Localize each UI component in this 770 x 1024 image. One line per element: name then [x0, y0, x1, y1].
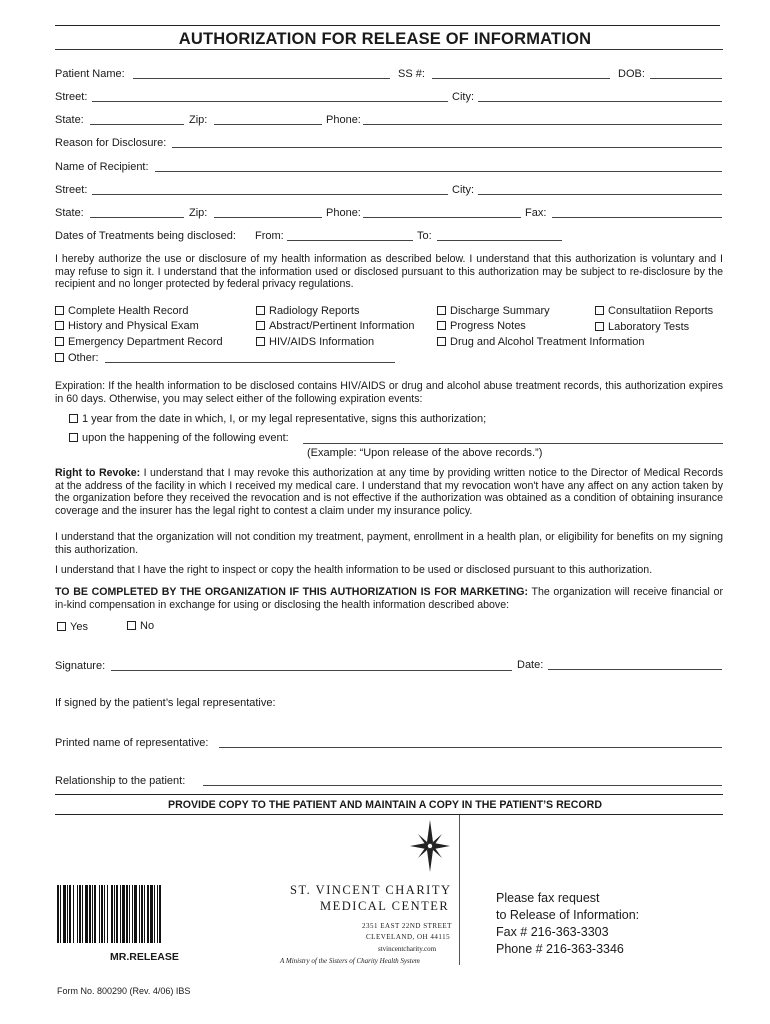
- org-ministry: A Ministry of the Sisters of Charity Health System: [280, 957, 420, 965]
- state-label: State:: [55, 114, 84, 126]
- printed-name-field[interactable]: [219, 747, 722, 748]
- checkbox-label: No: [140, 620, 155, 632]
- top-rule: [55, 25, 720, 26]
- checkbox-square[interactable]: [437, 337, 446, 346]
- legal-rep-label: If signed by the patient’s legal representative:: [55, 697, 276, 709]
- recipient-street-label: Street:: [55, 184, 88, 196]
- checkbox-label: History and Physical Exam: [68, 320, 199, 332]
- checkbox-complete-health-record[interactable]: [55, 305, 188, 318]
- recipient-zip-field[interactable]: [214, 217, 322, 218]
- checkbox-label: Complete Health Record: [68, 305, 189, 317]
- revoke-heading: Right to Revoke:: [55, 467, 141, 479]
- checkbox-label: HIV/AIDS Information: [269, 336, 375, 348]
- relationship-label: Relationship to the patient:: [55, 775, 186, 787]
- checkbox-yes[interactable]: [57, 621, 88, 634]
- recipient-fax-label: Fax:: [525, 207, 547, 219]
- recipient-city-field[interactable]: [478, 194, 722, 195]
- barcode-bar: [159, 885, 161, 943]
- zip-field[interactable]: [214, 124, 322, 125]
- state-field[interactable]: [90, 124, 184, 125]
- fax-note-line1: Please fax request: [496, 891, 600, 905]
- dob-label: DOB:: [618, 68, 645, 80]
- recipient-state-field[interactable]: [90, 217, 184, 218]
- printed-name-label: Printed name of representative:: [55, 737, 209, 749]
- date-field[interactable]: [548, 669, 722, 670]
- phone-number: Phone # 216-363-3346: [496, 942, 624, 956]
- signature-field[interactable]: [111, 670, 512, 671]
- checkbox-other[interactable]: [55, 352, 99, 365]
- expire-event-field[interactable]: [303, 443, 723, 444]
- authorization-paragraph: I hereby authorize the use or disclosure of my health information as described below. I understand that this authorization is voluntary and I may refuse to sign it. I understand that the information used or disclosed pursuant to this authorization may be subject to re-disclosure by the recipient and no longer protected by federal privacy regulations.: [55, 253, 723, 291]
- checkbox-label: 1 year from the date in which, I, or my legal representative, signs this authorization;: [82, 413, 487, 425]
- checkbox-square[interactable]: [595, 322, 604, 331]
- street-field[interactable]: [92, 101, 448, 102]
- checkbox-label: Laboratory Tests: [608, 321, 690, 333]
- checkbox-label: Consultatiion Reports: [608, 305, 714, 317]
- checkbox-label: Radiology Reports: [269, 305, 360, 317]
- checkbox-square[interactable]: [57, 622, 66, 631]
- checkbox-square[interactable]: [55, 353, 64, 362]
- inspect-paragraph: I understand that I have the right to inspect or copy the health information to be used or disclosed pursuant to this authorization.: [55, 564, 653, 576]
- checkbox-square[interactable]: [256, 306, 265, 315]
- ss-field[interactable]: [432, 78, 610, 79]
- org-website: stvincentcharity.com: [378, 945, 437, 953]
- condition-paragraph: I understand that the organization will not condition my treatment, payment, enrollment in a health plan, or eligibility for benefits on my signing this authorization.: [55, 531, 723, 556]
- org-name-line1: ST. VINCENT CHARITY: [290, 883, 452, 897]
- reason-label: Reason for Disclosure:: [55, 137, 167, 149]
- checkbox-expire-event[interactable]: [69, 432, 289, 445]
- checkbox-label: Emergency Department Record: [68, 336, 223, 348]
- from-label: From:: [255, 230, 284, 242]
- recipient-state-label: State:: [55, 207, 84, 219]
- checkbox-square[interactable]: [55, 321, 64, 330]
- street-label: Street:: [55, 91, 88, 103]
- checkbox-label: Drug and Alcohol Treatment Information: [450, 336, 645, 348]
- checkbox-square[interactable]: [69, 433, 78, 442]
- checkbox-square[interactable]: [55, 306, 64, 315]
- marketing-heading: TO BE COMPLETED BY THE ORGANIZATION IF THIS AUTHORIZATION IS FOR MARKETING:: [55, 586, 528, 598]
- barcode-image: [57, 885, 237, 943]
- title-underline: [55, 49, 723, 50]
- expiration-paragraph: Expiration: If the health information to be disclosed contains HIV/AIDS or drug and alcohol abuse treatment records, this authorization expires in 60 days. Otherwise, you may select either of the following expiration events:: [55, 380, 723, 405]
- patient-name-field[interactable]: [133, 78, 390, 79]
- fax-number: Fax # 216-363-3303: [496, 925, 609, 939]
- other-field[interactable]: [105, 362, 395, 363]
- phone-field[interactable]: [363, 124, 722, 125]
- footer-divider: [459, 815, 460, 965]
- expire-example: (Example: “Upon release of the above records.”): [307, 447, 543, 459]
- copy-notice: PROVIDE COPY TO THE PATIENT AND MAINTAIN A COPY IN THE PATIENT’S RECORD: [168, 799, 602, 811]
- org-address1: 2351 EAST 22ND STREET: [362, 922, 452, 930]
- checkbox-square[interactable]: [437, 306, 446, 315]
- copy-notice-rule-bottom: [55, 814, 723, 815]
- checkbox-no[interactable]: [127, 620, 154, 633]
- revoke-paragraph: [55, 467, 723, 517]
- recipient-phone-field[interactable]: [363, 217, 521, 218]
- to-label: To:: [417, 230, 432, 242]
- checkbox-label: Abstract/Pertinent Information: [269, 320, 415, 332]
- page-title: AUTHORIZATION FOR RELEASE OF INFORMATION: [178, 30, 592, 48]
- checkbox-square[interactable]: [127, 621, 136, 630]
- checkbox-label: upon the happening of the following event:: [82, 432, 289, 444]
- checkbox-label: Discharge Summary: [450, 305, 550, 317]
- marketing-text: The organization will receive financial or in-kind compensation in exchange for using or disclosing the health information described above:: [55, 586, 723, 611]
- checkbox-emergency-record[interactable]: [55, 336, 223, 349]
- relationship-field[interactable]: [203, 785, 722, 786]
- ss-label: SS #:: [398, 68, 425, 80]
- checkbox-square[interactable]: [595, 306, 604, 315]
- checkbox-square[interactable]: [69, 414, 78, 423]
- city-label: City:: [452, 91, 474, 103]
- form-number: Form No. 800290 (Rev. 4/06) IBS: [57, 986, 191, 996]
- date-label: Date:: [517, 659, 544, 671]
- checkbox-abstract[interactable]: [256, 320, 415, 333]
- org-name-line2: MEDICAL CENTER: [320, 899, 450, 913]
- recipient-label: Name of Recipient:: [55, 161, 149, 173]
- checkbox-label: Other:: [68, 352, 99, 364]
- zip-label: Zip:: [189, 114, 208, 126]
- checkbox-expire-one-year[interactable]: [69, 413, 486, 426]
- checkbox-square[interactable]: [437, 321, 446, 330]
- checkbox-consultation[interactable]: [595, 305, 713, 318]
- checkbox-hiv[interactable]: [256, 336, 374, 349]
- copy-notice-rule-top: [55, 794, 723, 795]
- to-date-field[interactable]: [437, 240, 562, 241]
- checkbox-label: Yes: [70, 621, 88, 633]
- fax-note-line2: to Release of Information:: [496, 908, 640, 922]
- checkbox-history-physical[interactable]: [55, 320, 199, 333]
- checkbox-square[interactable]: [256, 337, 265, 346]
- recipient-field[interactable]: [155, 171, 722, 172]
- star-logo-icon: [410, 820, 450, 872]
- from-date-field[interactable]: [287, 240, 413, 241]
- recipient-city-label: City:: [452, 184, 474, 196]
- checkbox-square[interactable]: [55, 337, 64, 346]
- dates-label: Dates of Treatments being disclosed:: [55, 230, 236, 242]
- org-address2: CLEVELAND, OH 44115: [366, 933, 451, 941]
- checkbox-discharge[interactable]: [437, 305, 550, 318]
- phone-label: Phone:: [326, 114, 361, 126]
- checkbox-label: Progress Notes: [450, 320, 526, 332]
- revoke-text: I understand that I may revoke this authorization at any time by providing written notice to the Director of Medical Records at the address of the facility in which I received my medical care. I understand that my revocation won't have any affect on any action taken by the organization before they received the revocation and is not effective if the authorization was obtained as a condition of obtaining insurance coverage and the insurer has the legal right to contest a claim under my insurance policy.: [55, 467, 723, 517]
- checkbox-progress[interactable]: [437, 320, 526, 333]
- checkbox-drug-alcohol[interactable]: [437, 336, 644, 349]
- checkbox-laboratory[interactable]: [595, 321, 689, 334]
- signature-label: Signature:: [55, 660, 106, 672]
- dob-field[interactable]: [650, 78, 722, 79]
- recipient-phone-label: Phone:: [326, 207, 361, 219]
- recipient-fax-field[interactable]: [552, 217, 722, 218]
- patient-name-label: Patient Name:: [55, 68, 125, 80]
- recipient-zip-label: Zip:: [189, 207, 208, 219]
- checkbox-square[interactable]: [256, 321, 265, 330]
- city-field[interactable]: [478, 101, 722, 102]
- barcode-label: MR.RELEASE: [110, 951, 179, 963]
- marketing-paragraph: [55, 586, 723, 611]
- recipient-street-field[interactable]: [92, 194, 448, 195]
- checkbox-radiology[interactable]: [256, 305, 360, 318]
- reason-field[interactable]: [172, 147, 722, 148]
